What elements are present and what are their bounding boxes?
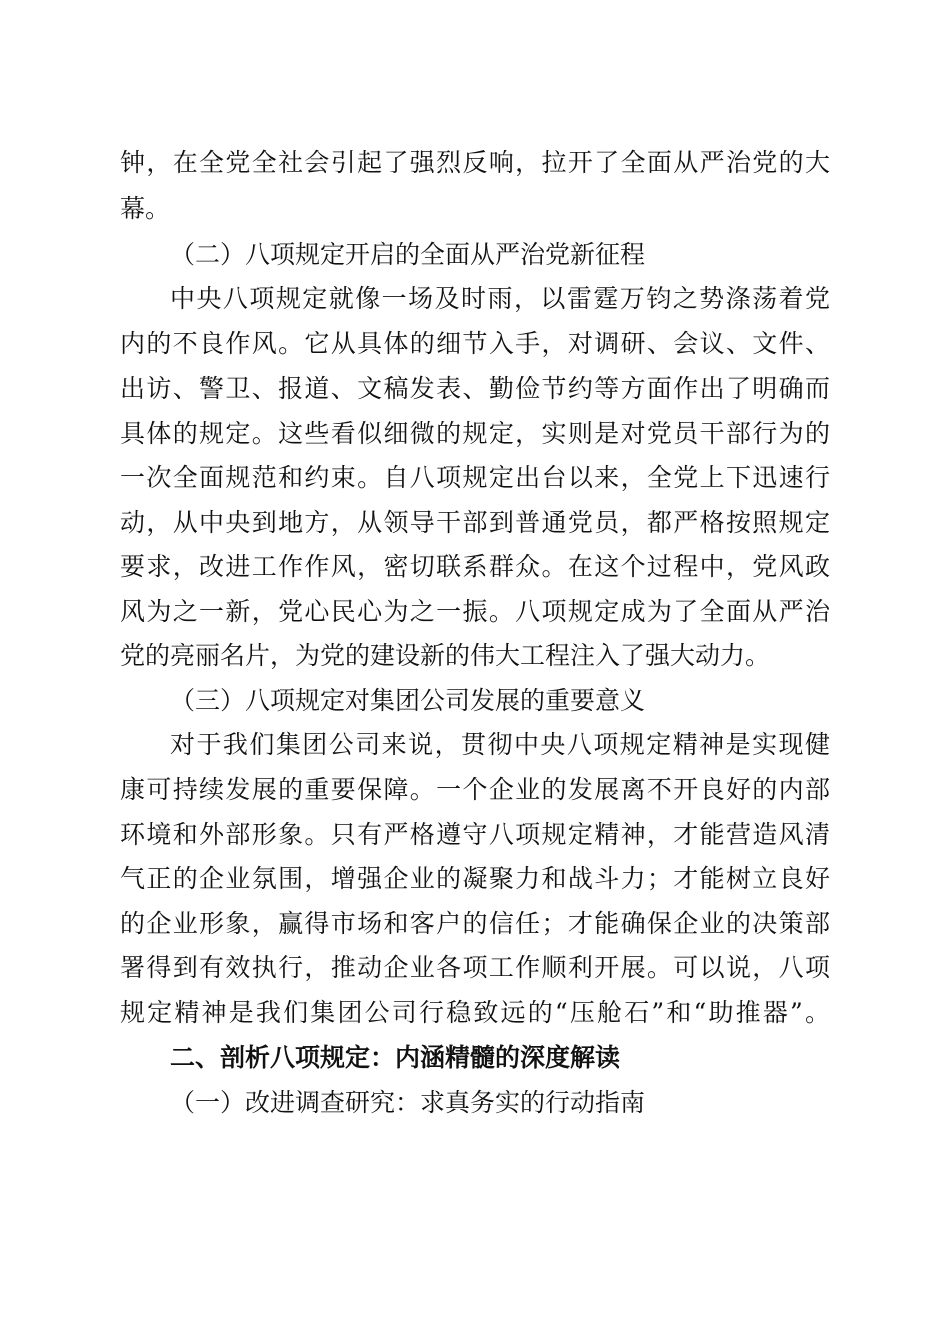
- paragraph-3-line-4: 气正的企业氛围，增强企业的凝聚力和战斗力；才能树立良好: [120, 864, 830, 893]
- paragraph-2-line-2: 内的不良作风。它从具体的细节入手，对调研、会议、文件、: [120, 329, 830, 358]
- paragraph-3-line-7: 规定精神是我们集团公司行稳致远的“压舱石”和“助推器”。: [120, 998, 830, 1027]
- subheading-2-1: （一）改进调查研究：求真务实的行动指南: [170, 1088, 646, 1117]
- paragraph-2-line-6: 动，从中央到地方，从领导干部到普通党员，都严格按照规定: [120, 508, 830, 537]
- paragraph-2-line-5: 一次全面规范和约束。自八项规定出台以来，全党上下迅速行: [120, 463, 830, 492]
- section-heading-2: 二、剖析八项规定：内涵精髓的深度解读: [170, 1043, 621, 1072]
- subheading-1-3: （三）八项规定对集团公司发展的重要意义: [170, 686, 646, 715]
- paragraph-2-line-8: 风为之一新，党心民心为之一振。八项规定成为了全面从严治: [120, 597, 830, 626]
- paragraph-2-line-3: 出访、警卫、报道、文稿发表、勤俭节约等方面作出了明确而: [120, 374, 830, 403]
- subheading-1-2: （二）八项规定开启的全面从严治党新征程: [170, 240, 646, 269]
- paragraph-3-line-1: 对于我们集团公司来说，贯彻中央八项规定精神是实现健: [170, 730, 830, 759]
- paragraph-2-line-1: 中央八项规定就像一场及时雨，以雷霆万钧之势涤荡着党: [170, 284, 830, 313]
- paragraph-3-line-3: 环境和外部形象。只有严格遵守八项规定精神，才能营造风清: [120, 820, 830, 849]
- paragraph-3-line-5: 的企业形象，赢得市场和客户的信任；才能确保企业的决策部: [120, 909, 830, 938]
- paragraph-3-line-2: 康可持续发展的重要保障。一个企业的发展离不开良好的内部: [120, 775, 830, 804]
- paragraph-1-line-1: 钟，在全党全社会引起了强烈反响，拉开了全面从严治党的大: [120, 148, 830, 177]
- paragraph-1-line-2: 幕。: [120, 194, 171, 223]
- paragraph-2-line-7: 要求，改进工作作风，密切联系群众。在这个过程中，党风政: [120, 552, 830, 581]
- paragraph-3-line-6: 署得到有效执行，推动企业各项工作顺利开展。可以说，八项: [120, 953, 830, 982]
- paragraph-2-line-9: 党的亮丽名片，为党的建设新的伟大工程注入了强大动力。: [120, 641, 771, 670]
- paragraph-2-line-4: 具体的规定。这些看似细微的规定，实则是对党员干部行为的: [120, 419, 830, 448]
